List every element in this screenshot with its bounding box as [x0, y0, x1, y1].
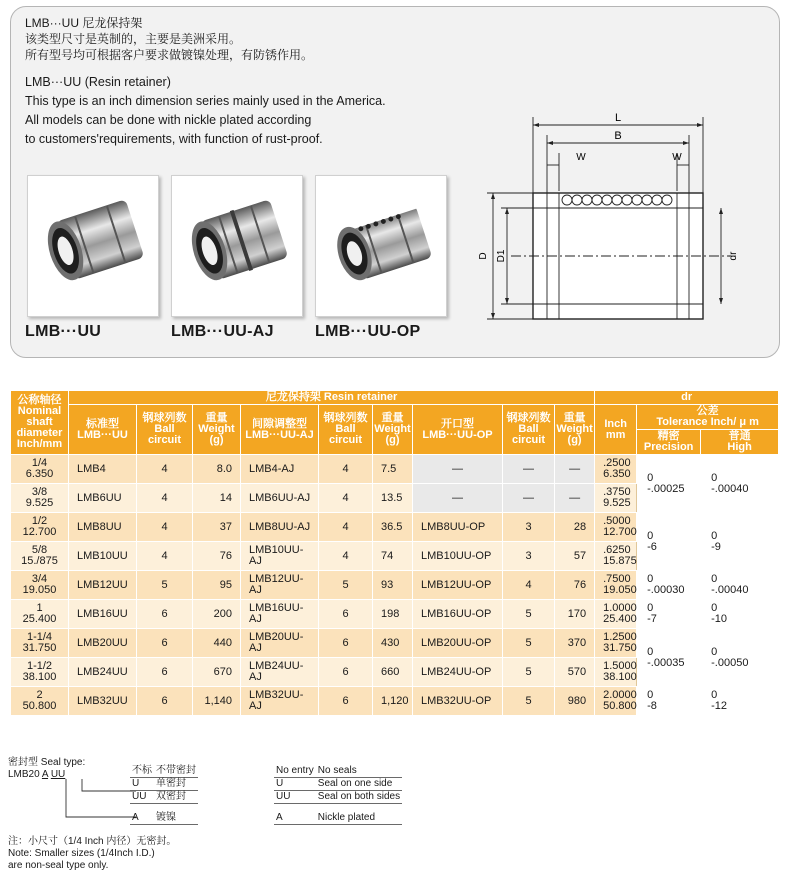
cell-ball-circuit: 6 — [319, 600, 373, 629]
cell-weight: 57 — [555, 542, 595, 571]
header-inch-mm: Inch mm — [595, 405, 637, 455]
cell-weight: 440 — [193, 629, 241, 658]
cell-ball-circuit: 4 — [503, 571, 555, 600]
seal-en-key: A — [274, 812, 316, 825]
cell-open-model: LMB20UU-OP — [413, 629, 503, 658]
seal-en-value: No seals — [316, 765, 402, 778]
cell-weight: 7.5 — [373, 455, 413, 484]
cell-tolerance-precision: 0 -.00030 — [637, 571, 701, 600]
cell-weight: 8.0 — [193, 455, 241, 484]
header-weight: 重量 Weight (g) — [373, 405, 413, 455]
product-label: LMB···UU-AJ — [171, 323, 274, 340]
cell-shaft: 1/4 6.350 — [11, 455, 69, 484]
cell-weight: 430 — [373, 629, 413, 658]
cell-ball-circuit: 4 — [137, 513, 193, 542]
cell-weight: 76 — [193, 542, 241, 571]
intro-cn-line: 所有型号均可根据客户要求做镀镍处理，有防锈作用。 — [25, 48, 314, 62]
footnote-en: are non-seal type only. — [8, 860, 109, 871]
intro-en-line: to customers'requirements, with function of rust-proof. — [25, 132, 323, 146]
cell-inch-mm: .5000 12.700 — [595, 513, 637, 542]
seal-en-value: Seal on one side — [316, 778, 402, 791]
header-nominal: 公称轴径 Nominal shaft diameter Inch/mm — [11, 391, 69, 455]
cell-weight: 1,120 — [373, 687, 413, 716]
cell-weight: 198 — [373, 600, 413, 629]
cell-ball-circuit: 6 — [137, 629, 193, 658]
cell-inch-mm: 1.5000 38.100 — [595, 658, 637, 687]
seal-code-prefix: LMB20 — [8, 769, 40, 780]
header-open: 开口型 LMB···UU-OP — [413, 405, 503, 455]
cell-open-model: LMB12UU-OP — [413, 571, 503, 600]
cell-open-model: — — [413, 455, 503, 484]
cell-inch-mm: 2.0000 50.800 — [595, 687, 637, 716]
seal-legend-en — [274, 765, 402, 825]
table-row — [11, 513, 779, 542]
cell-ball-circuit: 6 — [319, 687, 373, 716]
table-row — [11, 571, 779, 600]
product-label: LMB···UU-OP — [315, 323, 421, 340]
seal-connector-lines — [48, 779, 138, 823]
cell-shaft: 1-1/4 31.750 — [11, 629, 69, 658]
dim-B-label: B — [614, 130, 622, 142]
seal-en-key: U — [274, 778, 316, 791]
intro-en-line: All models can be done with nickle plated according — [25, 113, 312, 127]
cell-ball-circuit: 5 — [503, 687, 555, 716]
cell-ball-circuit: — — [503, 455, 555, 484]
product-intro-panel — [10, 6, 780, 358]
intro-en-line: This type is an inch dimension series mainly used in the America. — [25, 94, 386, 108]
cell-open-model: LMB8UU-OP — [413, 513, 503, 542]
header-dr: dr — [595, 391, 779, 405]
closed-bearing-image — [27, 175, 159, 317]
header-resin-group: 尼龙保持架 Resin retainer — [69, 391, 595, 405]
cell-weight: — — [555, 455, 595, 484]
cell-tolerance-high: 0 -12 — [701, 687, 779, 716]
cell-standard-model: LMB8UU — [69, 513, 137, 542]
seal-cn-key: U — [130, 778, 154, 791]
cell-ball-circuit: 6 — [137, 658, 193, 687]
seal-cn-key: 不标 — [132, 765, 152, 776]
cell-inch-mm: .7500 19.050 — [595, 571, 637, 600]
seal-cn-key: A — [130, 812, 154, 825]
cell-adjustable-model: LMB24UU-AJ — [241, 658, 319, 687]
seal-cn-key: UU — [130, 791, 154, 804]
adjustable-bearing-icon — [172, 176, 302, 316]
cell-ball-circuit: 4 — [137, 484, 193, 513]
cell-tolerance-precision: 0 -.00035 — [637, 629, 701, 687]
table-row — [11, 455, 779, 484]
cell-ball-circuit: 4 — [319, 513, 373, 542]
product-label: LMB···UU — [25, 323, 102, 340]
cell-tolerance-precision: 0 -8 — [637, 687, 701, 716]
cell-ball-circuit: 5 — [503, 658, 555, 687]
seal-legend-cn — [130, 765, 198, 825]
table-row — [11, 600, 779, 629]
cell-adjustable-model: LMB16UU-AJ — [241, 600, 319, 629]
table-row — [11, 629, 779, 658]
cell-adjustable-model: LMB8UU-AJ — [241, 513, 319, 542]
cell-ball-circuit: 5 — [137, 571, 193, 600]
header-precision: 精密 Precision — [637, 430, 701, 455]
cell-weight: 570 — [555, 658, 595, 687]
dim-D1-label: D1 — [496, 249, 507, 263]
dim-dr-label: dr — [728, 251, 739, 261]
cell-ball-circuit: 5 — [319, 571, 373, 600]
cell-adjustable-model: LMB20UU-AJ — [241, 629, 319, 658]
closed-bearing-icon — [28, 176, 158, 316]
header-ball-circuit: 钢球列数 Ball circuit — [503, 405, 555, 455]
seal-en-value: Seal on both sides — [317, 791, 401, 802]
header-weight: 重量 Weight (g) — [555, 405, 595, 455]
cell-shaft: 1-1/2 38.100 — [11, 658, 69, 687]
cell-tolerance-high: 0 -9 — [701, 513, 779, 571]
intro-cn-title: LMB···UU 尼龙保持架 — [25, 16, 143, 30]
cell-weight: — — [555, 484, 595, 513]
cell-inch-mm: 1.0000 25.400 — [595, 600, 637, 629]
cell-ball-circuit: 6 — [137, 600, 193, 629]
cell-standard-model: LMB4 — [69, 455, 137, 484]
header-high: 普通 High — [701, 430, 779, 455]
footnote-en: Note: Smaller sizes (1/4Inch I.D.) — [8, 848, 155, 859]
seal-code-a: A — [41, 769, 49, 780]
header-ball-circuit: 钢球列数 Ball circuit — [137, 405, 193, 455]
cell-ball-circuit: 6 — [319, 658, 373, 687]
cell-shaft: 3/4 19.050 — [11, 571, 69, 600]
cell-weight: 670 — [193, 658, 241, 687]
cell-ball-circuit: — — [503, 484, 555, 513]
cell-shaft: 2 50.800 — [11, 687, 69, 716]
cell-standard-model: LMB24UU — [69, 658, 137, 687]
footnote-cn: 注：小尺寸（1/4 Inch 内径）无密封。 — [8, 836, 177, 847]
cell-ball-circuit: 4 — [137, 455, 193, 484]
cell-tolerance-precision: 0 -.00025 — [637, 455, 701, 513]
adjustable-bearing-image — [171, 175, 303, 317]
cell-standard-model: LMB10UU — [69, 542, 137, 571]
cell-ball-circuit: 4 — [319, 542, 373, 571]
cell-standard-model: LMB12UU — [69, 571, 137, 600]
dim-L-label: L — [614, 112, 622, 124]
dim-W-label: W — [576, 152, 586, 163]
cell-tolerance-precision: 0 -7 — [637, 600, 701, 629]
seal-cn-value: 双密封 — [154, 791, 198, 804]
table-row — [11, 687, 779, 716]
cell-weight: 37 — [193, 513, 241, 542]
cell-tolerance-high: 0 -.00040 — [701, 455, 779, 513]
seal-en-value: Nickle plated — [316, 812, 402, 825]
cell-weight: 36.5 — [373, 513, 413, 542]
cell-weight: 74 — [373, 542, 413, 571]
header-adjustable: 间隙调整型 LMB···UU-AJ — [241, 405, 319, 455]
cell-weight: 370 — [555, 629, 595, 658]
cell-ball-circuit: 3 — [503, 513, 555, 542]
dim-W-label: W — [672, 152, 682, 163]
specification-table — [10, 390, 779, 716]
footnote — [8, 836, 176, 872]
cell-ball-circuit: 4 — [319, 484, 373, 513]
open-bearing-image — [315, 175, 447, 317]
cell-weight: 95 — [193, 571, 241, 600]
cell-tolerance-high: 0 -10 — [701, 600, 779, 629]
cell-ball-circuit: 6 — [319, 629, 373, 658]
cell-tolerance-high: 0 -.00050 — [701, 629, 779, 687]
cell-weight: 200 — [193, 600, 241, 629]
seal-type-legend — [8, 757, 401, 823]
seal-cn-value: 单密封 — [154, 778, 198, 791]
dimension-drawing — [471, 107, 761, 327]
intro-text — [25, 15, 445, 149]
cell-weight: 14 — [193, 484, 241, 513]
cell-weight: 13.5 — [373, 484, 413, 513]
cell-open-model: LMB16UU-OP — [413, 600, 503, 629]
cell-inch-mm: 1.2500 31.750 — [595, 629, 637, 658]
header-weight: 重量 Weight (g) — [193, 405, 241, 455]
cell-tolerance-precision: 0 -6 — [637, 513, 701, 571]
cell-weight: 76 — [555, 571, 595, 600]
open-bearing-icon — [316, 176, 446, 316]
cell-weight: 170 — [555, 600, 595, 629]
cell-weight: 28 — [555, 513, 595, 542]
intro-en-title: LMB···UU (Resin retainer) — [25, 75, 171, 89]
cell-ball-circuit: 4 — [319, 455, 373, 484]
seal-code-uu: UU — [50, 769, 66, 780]
header-tolerance: 公差 Tolerance Inch/ μ m — [637, 405, 779, 430]
seal-cn-value: 不带密封 — [156, 765, 196, 776]
seal-en-key: UU — [274, 791, 316, 804]
cell-shaft: 5/8 15./875 — [11, 542, 69, 571]
cell-adjustable-model: LMB4-AJ — [241, 455, 319, 484]
cell-ball-circuit: 5 — [503, 629, 555, 658]
seal-cn-value: 镀镍 — [154, 812, 198, 825]
cell-shaft: 1 25.400 — [11, 600, 69, 629]
cell-open-model: LMB10UU-OP — [413, 542, 503, 571]
cell-shaft: 1/2 12.700 — [11, 513, 69, 542]
cell-inch-mm: .3750 9.525 — [595, 484, 637, 513]
cell-standard-model: LMB20UU — [69, 629, 137, 658]
cell-weight: 980 — [555, 687, 595, 716]
header-standard: 标准型 LMB···UU — [69, 405, 137, 455]
cell-weight: 660 — [373, 658, 413, 687]
cell-ball-circuit: 4 — [137, 542, 193, 571]
cell-tolerance-high: 0 -.00040 — [701, 571, 779, 600]
cell-weight: 1,140 — [193, 687, 241, 716]
cell-shaft: 3/8 9.525 — [11, 484, 69, 513]
cell-ball-circuit: 6 — [137, 687, 193, 716]
header-ball-circuit: 钢球列数 Ball circuit — [319, 405, 373, 455]
dim-D-label: D — [478, 252, 489, 260]
cell-inch-mm: .2500 6.350 — [595, 455, 637, 484]
cell-standard-model: LMB6UU — [69, 484, 137, 513]
cell-adjustable-model: LMB12UU-AJ — [241, 571, 319, 600]
cell-adjustable-model: LMB10UU-AJ — [241, 542, 319, 571]
intro-cn-line: 该类型尺寸是英制的，主要是美洲采用。 — [25, 32, 242, 46]
cell-open-model: — — [413, 484, 503, 513]
cell-ball-circuit: 5 — [503, 600, 555, 629]
cell-adjustable-model: LMB32UU-AJ — [241, 687, 319, 716]
cell-standard-model: LMB32UU — [69, 687, 137, 716]
cell-open-model: LMB32UU-OP — [413, 687, 503, 716]
cell-inch-mm: .6250 15.875 — [595, 542, 637, 571]
cell-open-model: LMB24UU-OP — [413, 658, 503, 687]
cell-adjustable-model: LMB6UU-AJ — [241, 484, 319, 513]
seal-title: 密封型 Seal type: — [8, 757, 86, 768]
seal-en-key: No entry — [276, 765, 314, 776]
cell-weight: 93 — [373, 571, 413, 600]
cell-standard-model: LMB16UU — [69, 600, 137, 629]
cell-ball-circuit: 3 — [503, 542, 555, 571]
